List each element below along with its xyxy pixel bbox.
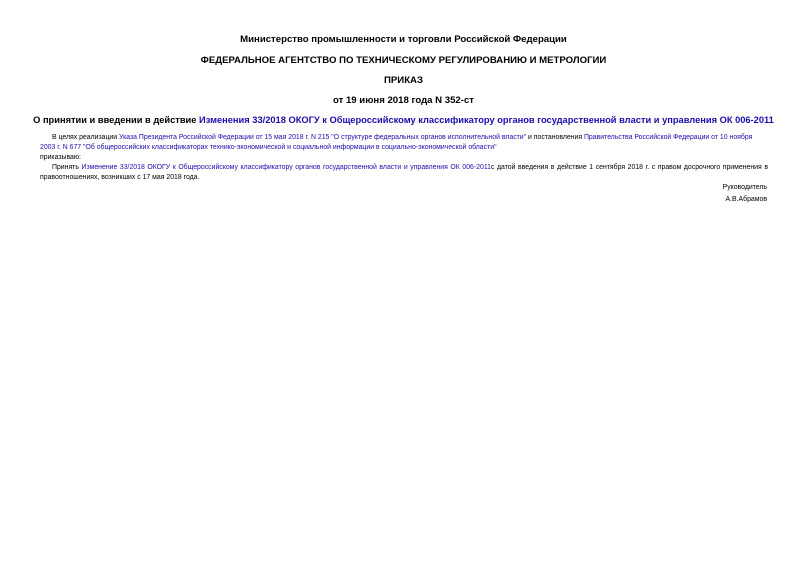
paragraph-order (40, 163, 768, 183)
paragraph-preamble (40, 133, 768, 153)
preamble-mid: и постановления (526, 134, 584, 141)
doc-date-number: от 19 июня 2018 года N 352-ст (332, 95, 474, 106)
government-resolution-link[interactable]: Правительства Российской Федерации от 10 ноября 2003 г. N 677 "Об общероссийских классификаторах технико-экономической и социальной информации в социально-экономической области" (40, 134, 753, 151)
signature-position: Руководитель (722, 184, 767, 191)
doc-type-heading: ПРИКАЗ (384, 75, 423, 86)
title-prefix: О принятии и введении в действие (33, 115, 200, 125)
ministry-heading: Министерство промышленности и торговли Российской Федерации (240, 34, 567, 45)
change-link[interactable]: Изменение 33/2018 ОКОГУ к Общероссийскому классификатору органов государственной власти и управления ОК 006-2011 (81, 164, 491, 171)
title-link[interactable]: Изменения 33/2018 ОКОГУ к Общероссийскому классификатору органов государственной власти и управления ОК 006-2011 (199, 115, 774, 125)
preamble-prefix: В целях реализации (52, 134, 120, 141)
paragraph-order-word: приказываю: (40, 154, 81, 161)
document-title (0, 115, 807, 125)
decree-link[interactable]: Указа Президента Российской Федерации от 15 мая 2018 г. N 215 "О структуре федеральных органов исполнительной власти" (119, 134, 527, 141)
order-prefix: Принять (52, 164, 82, 171)
order-suffix: с датой введения в действие 1 сентября 2018 г. с правом досрочного применения в правоотношениях, возникших с 17 мая 2018 года. (40, 164, 768, 181)
signature-name: А.В.Абрамов (725, 196, 767, 203)
agency-heading: ФЕДЕРАЛЬНОЕ АГЕНТСТВО ПО ТЕХНИЧЕСКОМУ РЕГУЛИРОВАНИЮ И МЕТРОЛОГИИ (200, 55, 607, 66)
